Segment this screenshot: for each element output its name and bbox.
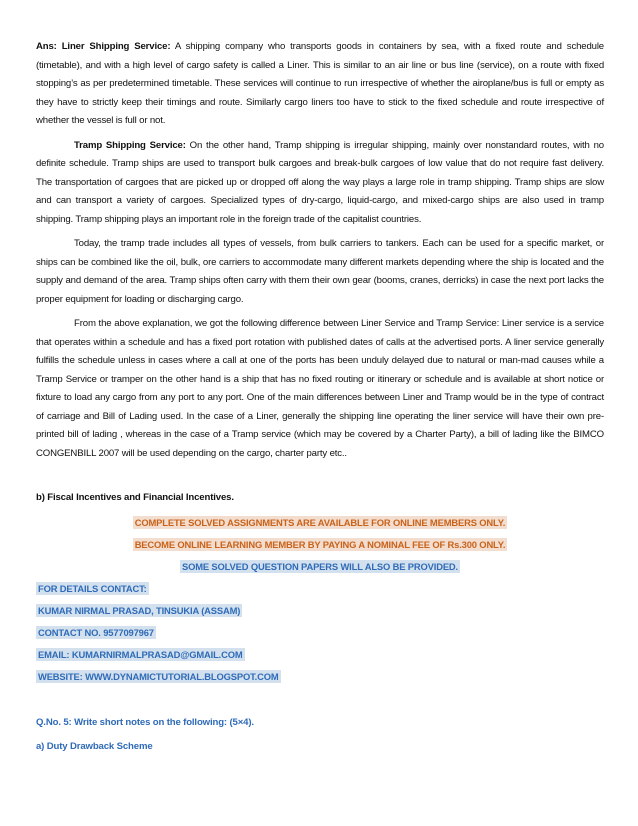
- contact-heading: [36, 578, 604, 600]
- contact-website-text: WEBSITE: WWW.DYNAMICTUTORIAL.BLOGSPOT.COM: [38, 670, 279, 682]
- promo-line-2-text: BECOME ONLINE LEARNING MEMBER BY PAYING A NOMINAL FEE OF Rs.300 ONLY.: [134, 538, 506, 550]
- section-b-heading: b) Fiscal Incentives and Financial Incentives.: [36, 492, 234, 503]
- paragraph-liner-shipping: [36, 38, 604, 131]
- contact-name: [36, 600, 604, 622]
- spacer: [36, 688, 604, 712]
- promo-line-1-text: COMPLETE SOLVED ASSIGNMENTS ARE AVAILABLE FOR ONLINE MEMBERS ONLY.: [134, 516, 506, 528]
- paragraph-tramp-trade: Today, the tramp trade includes all types of vessels, from bulk carriers to tankers. Each can be used for a specific market, or ships can be combined like the oil, bulk, ore carriers to accommodate many different markets depending where the ship is located and the supply and demand of the area. Tramp ships often carry with them their own gear (booms, cranes, derricks) in case the next port lacks the proper equipment for loading or discharging cargo.: [36, 238, 604, 305]
- spacer: [36, 463, 604, 489]
- contact-email: [36, 644, 604, 666]
- sub-question-a: a) Duty Drawback Scheme: [36, 740, 153, 752]
- contact-name-text: KUMAR NIRMAL PRASAD, TINSUKIA (ASSAM): [38, 604, 241, 616]
- question-5-heading: Q.No. 5: Write short notes on the following: (5×4).: [36, 716, 254, 728]
- tramp-shipping-text: On the other hand, Tramp shipping is irregular shipping, mainly over nonstandard routes, with no definite schedule. Tramp ships are used to transport bulk cargoes and break-bulk cargoes of low value that do not require fast delivery. The transportation of cargoes that are picked up or dropped off along the way plays a large role in tramp shipping. Tramp ships are slow and can transport a variety of cargoes. Specialized types of dry-cargo, liquid-cargo, and mixed-cargo ships are also used in tramp shipping. Tramp shipping plays an important role in the foreign trade of the capitalist countries.: [36, 139, 604, 225]
- contact-email-text: EMAIL: KUMARNIRMALPRASAD@GMAIL.COM: [38, 648, 243, 660]
- tramp-shipping-heading: Tramp Shipping Service:: [74, 139, 186, 151]
- paragraph-difference: From the above explanation, we got the following difference between Liner Service and Tramp Service: Liner service is a service that operates within a schedule and has a fixed port rotation with published dates of calls at the advertised ports. A liner service generally fulfills the schedule unless in cases where a call at one of the ports has been unduly delayed due to natural or man-mad causes while a Tramp Service or tramper on the other hand is a ship that has no fixed routing or itinerary or schedule and is available at short notice or fixture to load any cargo from any port to any port. One of the main differences between Liner and Tramp would be in the type of contract of carriage and Bill of Lading used. In the case of a Liner, generally the shipping line operating the liner service will have their own pre-printed bill of lading , whereas in the case of a Tramp service (which may be covered by a Charter Party), a bill of lading like the BIMCO CONGENBILL 2007 will be used depending on the cargo, charter party etc..: [36, 318, 604, 459]
- promo-line-2: [36, 534, 604, 556]
- paragraph-tramp-shipping: [36, 137, 604, 230]
- contact-phone: [36, 622, 604, 644]
- liner-shipping-heading: Ans: Liner Shipping Service:: [36, 41, 171, 52]
- liner-shipping-text: A shipping company who transports goods in containers by sea, with a fixed route and schedule (timetable), and with a high level of cargo safety is called a Liner. This is similar to an air line or bus line (service), on a route with fixed stopping’s as per predetermined timetable. These services will continue to run irrespective of whether the airoplane/bus is full or empty as they have to strictly keep their timings and route. Similarly cargo liners too have to stick to the fixed schedule and route irrespective of whether the vessel is full or not.: [36, 41, 604, 126]
- promo-line-1: [36, 512, 604, 534]
- promo-line-3: [36, 556, 604, 578]
- promo-line-3-text: SOME SOLVED QUESTION PAPERS WILL ALSO BE PROVIDED.: [181, 560, 459, 572]
- contact-heading-text: FOR DETAILS CONTACT:: [38, 582, 147, 594]
- contact-website: [36, 666, 604, 688]
- contact-phone-text: CONTACT NO. 9577097967: [38, 626, 154, 638]
